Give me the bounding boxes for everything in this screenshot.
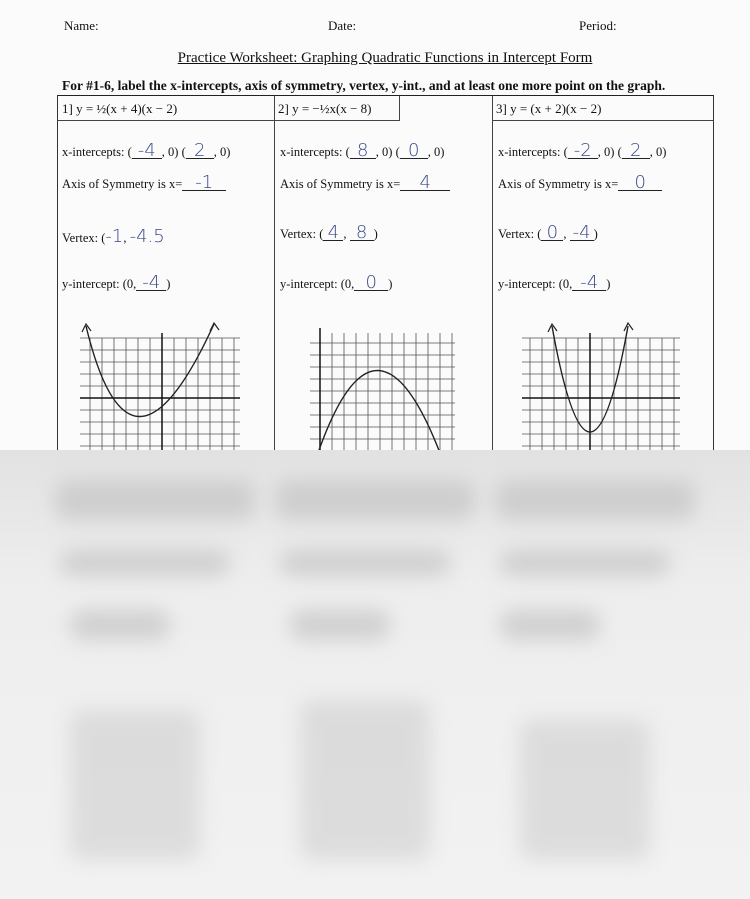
blurred-region bbox=[0, 450, 750, 899]
x-intercept-1: -2 bbox=[568, 144, 598, 159]
problem-grid bbox=[57, 95, 714, 452]
vertex-label: Vertex: bbox=[62, 231, 99, 245]
axis-of-symmetry: 4 bbox=[400, 176, 450, 191]
equation: y = (x + 2)(x − 2) bbox=[510, 101, 602, 116]
x-intercept-2: 0 bbox=[400, 144, 428, 159]
y-intercept: 0 bbox=[354, 276, 388, 291]
axis-label: Axis of Symmetry is x= bbox=[280, 177, 401, 191]
axis-of-symmetry: -1 bbox=[182, 176, 226, 191]
y-intercept-label: y-intercept: (0, bbox=[280, 277, 355, 291]
graph-3 bbox=[522, 318, 682, 453]
x-intercept-2: 2 bbox=[186, 144, 214, 159]
vertex-y: 8 bbox=[350, 226, 374, 241]
equation: y = −½x(x − 8) bbox=[292, 101, 372, 116]
y-intercept: -4 bbox=[136, 276, 166, 291]
vertex-y: -4.5 bbox=[129, 226, 165, 247]
x-intercept-2: 2 bbox=[622, 144, 650, 159]
x-intercept-1: 8 bbox=[350, 144, 376, 159]
x-intercepts-label: x-intercepts: bbox=[62, 145, 125, 159]
x-intercept-1: -4 bbox=[132, 144, 162, 159]
problem-number: 3] bbox=[496, 101, 507, 116]
problem-2: 2] y = −½x(x − 8) x-intercepts: ( 8 , 0) ( 0 , 0) Axis of Symmetry is x= 4 Vertex: ( 4 , 8 ) y-intercept: (0, 0 ) bbox=[274, 96, 493, 451]
vertex-y: -4 bbox=[570, 226, 594, 241]
x-intercepts-label: x-intercepts: bbox=[498, 145, 561, 159]
date-label: Date: bbox=[328, 18, 357, 33]
x-intercepts-label: x-intercepts: bbox=[280, 145, 343, 159]
vertex-x: 0 bbox=[541, 226, 563, 241]
problem-3: 3] y = (x + 2)(x − 2) x-intercepts: ( -2 , 0) ( 2 , 0) Axis of Symmetry is x= 0 Vertex: ( 0 , -4 ) y-intercept: (0, -4 ) bbox=[492, 96, 713, 451]
equation: y = ½(x + 4)(x − 2) bbox=[76, 101, 178, 116]
problem-number: 1] bbox=[62, 101, 73, 116]
axis-of-symmetry: 0 bbox=[618, 176, 662, 191]
instructions: For #1-6, label the x-intercepts, axis of symmetry, vertex, y-int., and at least one more point on the graph. bbox=[62, 78, 666, 93]
y-intercept-label: y-intercept: (0, bbox=[62, 277, 137, 291]
y-intercept-label: y-intercept: (0, bbox=[498, 277, 573, 291]
axis-label: Axis of Symmetry is x= bbox=[62, 177, 183, 191]
vertex-label: Vertex: bbox=[498, 227, 535, 241]
problem-1: 1] y = ½(x + 4)(x − 2) x-intercepts: ( -4 , 0) ( 2 , 0) Axis of Symmetry is x= -1 Vertex: (-1, -4.5 y-intercept: (0, -4 ) bbox=[58, 96, 275, 451]
worksheet-title: Practice Worksheet: Graphing Quadratic Functions in Intercept Form bbox=[177, 50, 593, 66]
period-label: Period: bbox=[579, 18, 617, 33]
vertex-x: 4 bbox=[323, 226, 343, 241]
y-intercept: -4 bbox=[572, 276, 606, 291]
vertex-label: Vertex: bbox=[280, 227, 317, 241]
name-label: Name: bbox=[64, 18, 99, 33]
axis-label: Axis of Symmetry is x= bbox=[498, 177, 619, 191]
vertex-x: -1 bbox=[105, 226, 124, 247]
problem-number: 2] bbox=[278, 101, 289, 116]
graph-2 bbox=[300, 328, 460, 453]
graph-1 bbox=[80, 318, 250, 453]
